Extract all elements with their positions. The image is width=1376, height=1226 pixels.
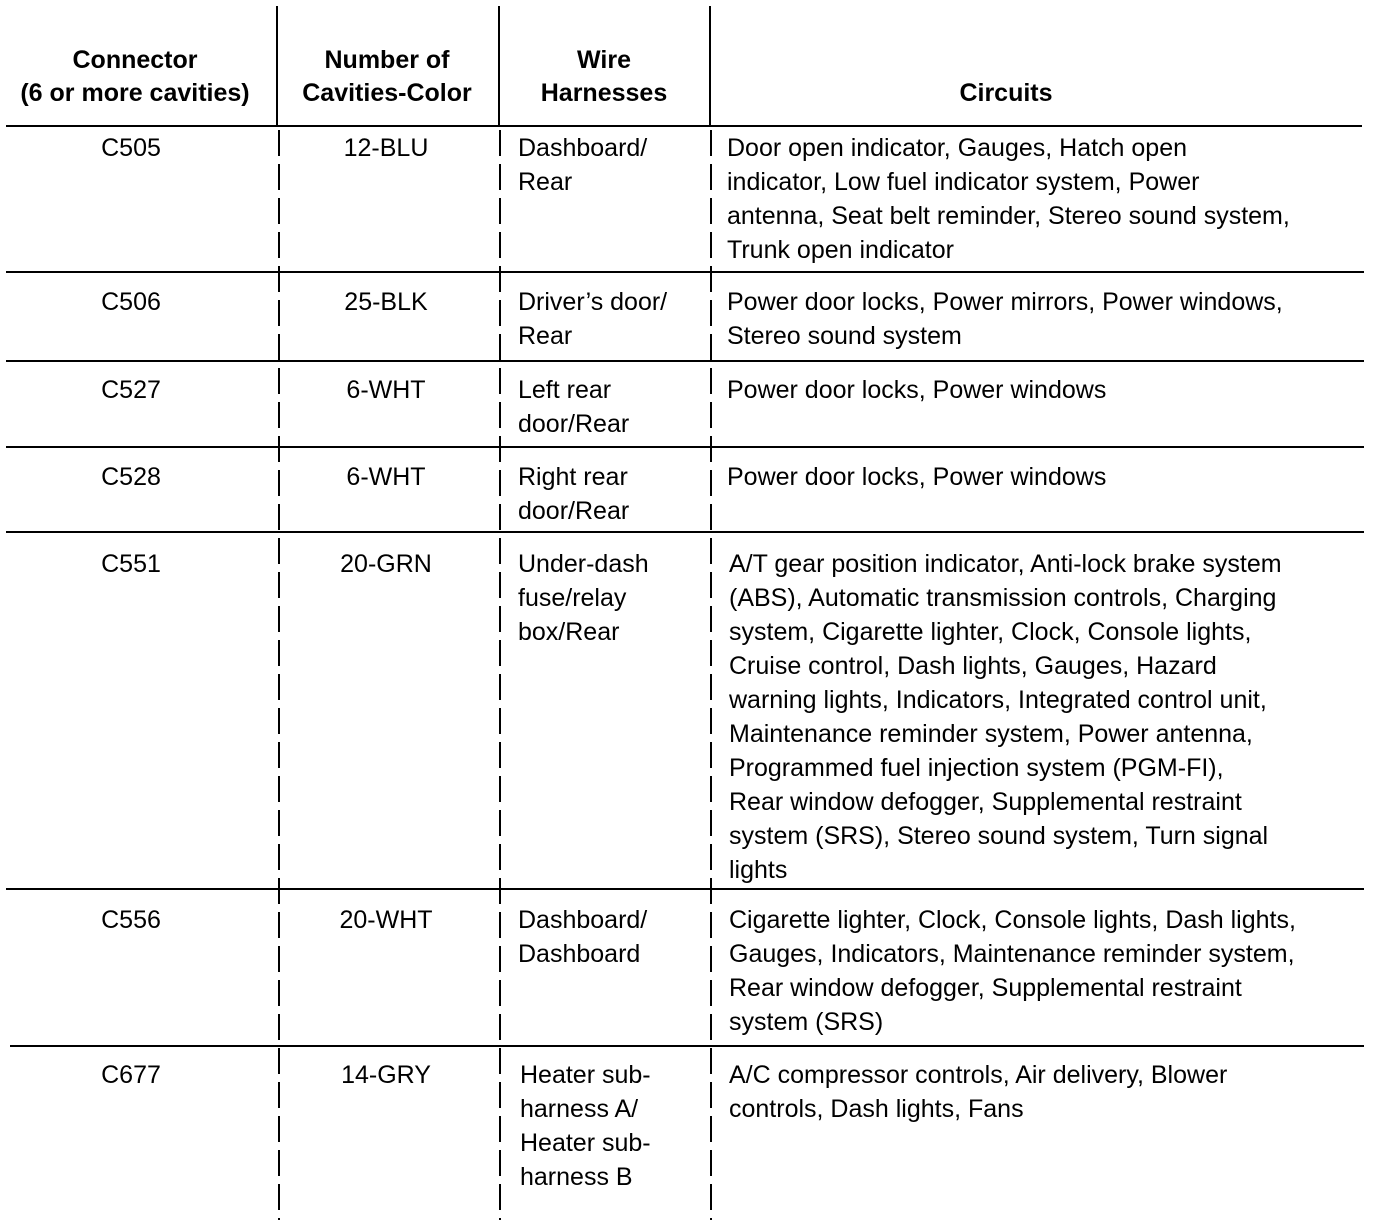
header-divider [498,6,500,126]
cell-connector: C505 [101,134,161,162]
cell-connector: C528 [101,463,161,491]
row-rule [6,271,1364,273]
cell-connector: C527 [101,376,161,404]
cell-cavities: 14-GRY [341,1061,431,1089]
row-rule [6,125,1362,127]
header-cavities: Number of Cavities-Color [302,46,472,107]
cell-harness: Left rear door/Rear [518,376,630,438]
cell-circuits: Door open indicator, Gauges, Hatch open indicator, Low fuel indicator system, Power antenna, Seat belt reminder, Stereo sound system, Trunk open indicator [727,134,1290,264]
cell-cavities: 20-GRN [340,550,432,578]
header-divider [276,6,278,126]
cell-circuits: A/T gear position indicator, Anti-lock brake system (ABS), Automatic transmission controls, Charging system, Cigarette lighter, Clock, Console lights, Cruise control, Dash lights, Gauges, Hazard warning lights, Indicators, Integrated control unit, Maintenance reminder system, Power antenna, Programmed fuel injection system (PGM-FI), Rear window defogger, Supplemental restraint system (SRS), Stereo sound system, Turn signal lights [729,550,1282,884]
column-divider [499,130,501,1220]
column-divider [710,130,712,1220]
row-rule [6,360,1364,362]
cell-harness: Right rear door/Rear [518,463,630,525]
cell-harness: Under-dash fuse/relay box/Rear [518,550,649,646]
row-rule [6,531,1364,533]
cell-cavities: 25-BLK [344,288,428,316]
header-divider [709,6,711,126]
cell-connector: C506 [101,288,161,316]
cell-cavities: 6-WHT [346,376,426,404]
row-rule [6,888,1364,890]
header-circuits: Circuits [959,79,1053,107]
cell-harness: Heater sub- harness A/ Heater sub- harness B [520,1061,651,1191]
cell-harness: Driver’s door/ Rear [518,288,668,350]
cell-circuits: Power door locks, Power windows [727,463,1107,491]
cell-circuits: Power door locks, Power windows [727,376,1107,404]
cell-connector: C551 [101,550,161,578]
header-connector: Connector (6 or more cavities) [20,46,250,107]
cell-harness: Dashboard/ Rear [518,134,648,196]
cell-cavities: 20-WHT [339,906,433,934]
cell-circuits: Power door locks, Power mirrors, Power windows, Stereo sound system [727,288,1283,350]
row-rule [6,446,1364,448]
cell-circuits: A/C compressor controls, Air delivery, Blower controls, Dash lights, Fans [729,1061,1228,1123]
cell-circuits: Cigarette lighter, Clock, Console lights, Dash lights, Gauges, Indicators, Maintenance reminder system, Rear window defogger, Supplemental restraint system (SRS) [729,906,1296,1036]
cell-connector: C556 [101,906,161,934]
header-harness: Wire Harnesses [540,46,668,107]
cell-cavities: 12-BLU [343,134,429,162]
cell-connector: C677 [101,1061,161,1089]
column-divider [278,130,280,1220]
cell-cavities: 6-WHT [346,463,426,491]
cell-harness: Dashboard/ Dashboard [518,906,648,968]
row-rule [10,1045,1364,1047]
